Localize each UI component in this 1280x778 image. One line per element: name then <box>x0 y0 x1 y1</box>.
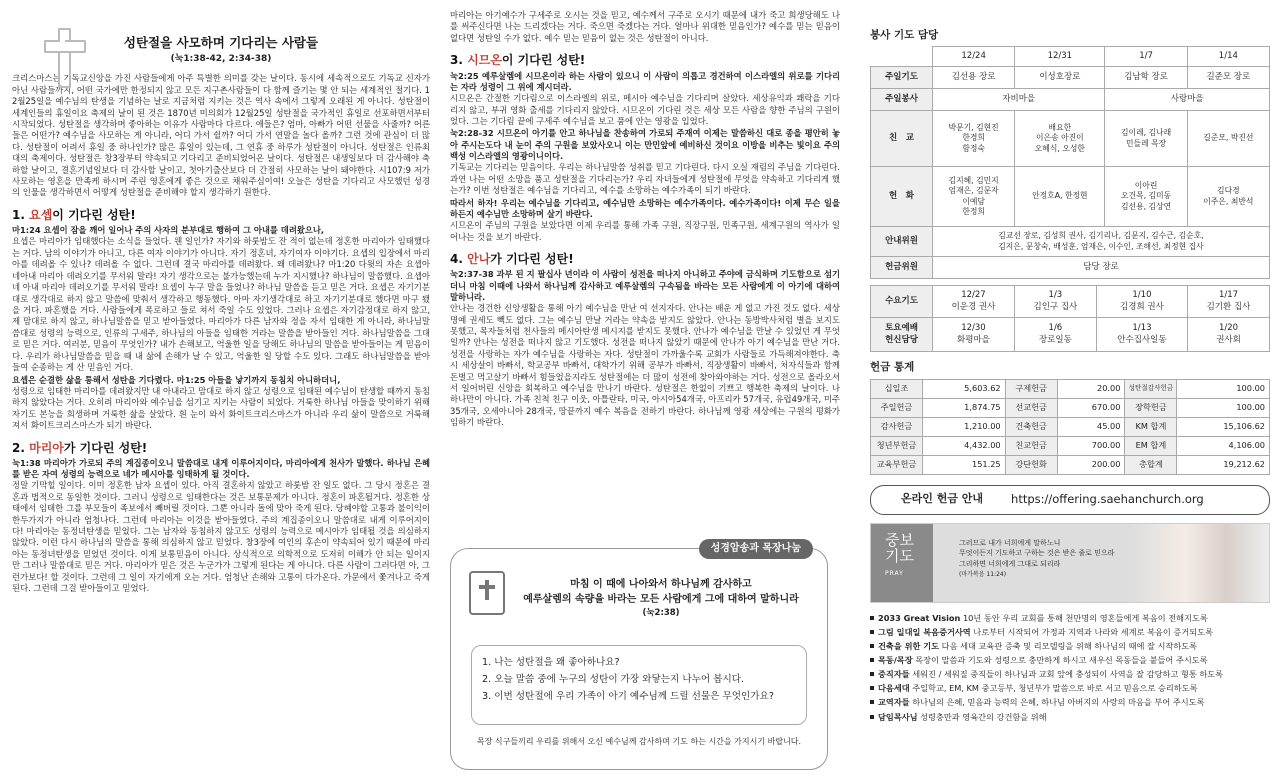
info-column <box>870 0 1270 778</box>
prayer-item: 중직자들 세워진 / 세워질 중직들이 하나님과 교회 앞에 충성되이 사역을 잘 감당하고 형통 하도록 <box>870 669 1270 680</box>
group-prayer-note: 목장 식구들끼리 우리를 위해서 오신 예수님께 감사하며 기도 하는 시간을 가지시기 바랍니다. <box>476 737 802 746</box>
section-3-heading: 3. 시므온이 기다린 성탄! <box>450 53 586 68</box>
sermon-reference: (눅1:38-42, 2:34-38) <box>170 54 272 64</box>
offering-value: 151.25 <box>923 455 1006 474</box>
offering-label: 건축헌금 <box>1005 417 1057 436</box>
section-3-emphasis: 따라서 하자! 우리는 예수님을 기다리고, 예수님만 소망하는 예수가족이다. 예수가족이다! 이제 무슨 일을 하든지 예수님만 소망하며 살기 바란다. <box>450 197 840 219</box>
section-1-body-2: 성령으로 임태한 마리아를 데려왔지만 내 아내라고 맘대로 하지 않고 성령으로 임태된 예수님이 탄생할 때까지 동침하지 않았다는 거다. 오히려 마리아와 예수님을 섬기고 지키는 사람이 되었다. 거룩한 하나님 아들을 맞이하기 위해 자기도 본능을 희생하며 거룩한 삶을 살았다. 흰 눈이 와서 화이트크리스마스가 아니라 우리 삶이 말씀으로 거룩해져서 화이트크리스마스가 되기 바란다. <box>12 385 430 431</box>
row-label: 친 교 <box>871 111 933 167</box>
table-cell: 1/20 권사회 <box>1188 318 1270 352</box>
table-cell: 12/27 이운경 권사 <box>933 286 1015 318</box>
offering-value: 700.00 <box>1057 436 1125 455</box>
table-cell: 이성호장로 <box>1015 67 1105 89</box>
service-title: 봉사 기도 담당 <box>870 29 939 41</box>
section-3-verse: 눅2:25 예루살렘에 시므온이라 하는 사람이 있으니 이 사람이 의롭고 경건하여 이스라엘의 위로를 기다리는 자라 성령이 그 위에 계시더라. <box>450 70 840 92</box>
discussion-questions <box>471 645 807 725</box>
banner-badge: 중보 기도 PRAY <box>871 524 933 602</box>
offering-label: 총합계 <box>1125 455 1177 474</box>
section-1-emphasis: 요셉은 순결한 삶을 통해서 성탄을 기다렸다. 마1:25 아들을 낳기까지 동침치 아니하더니, <box>12 374 341 385</box>
row-label: 안내위원 <box>871 227 933 257</box>
prayer-item: 다음세대 주일학교, EM, KM 중고등부, 청년부가 말씀으로 바로 서고 믿음으로 승리하도록 <box>870 683 1270 694</box>
prayer-list <box>870 613 1270 723</box>
section-2-heading: 2. 마리아가 기다린 성탄! <box>12 440 148 455</box>
offering-value: 1,210.00 <box>923 417 1006 436</box>
offering-label: 성탄절감사헌금 <box>1125 379 1177 398</box>
prayer-item: 건축을 위한 기도 다음 세대 교육관 증축 및 리모델링을 위해 하나님의 때에 잘 시작하도록 <box>870 641 1270 652</box>
section-2-body: 정말 기막힐 일이다. 이미 정혼한 남자 요셉이 있다. 아직 결혼하지 않았고 하룻밤 잔 일도 없다. 그 당시 정혼은 결혼과 법적으로 동일한 것이다. 그러니 성령으로 임태한다는 것은 보통문제가 아니다. 정혼이 파혼될거다. 정혼한 상태에서 임태한 그를 부모들이 족보에서 빼버릴 것이다. 그뿐 아니라 돌에 맞아 죽게 된다. 당혜야할 고통과 불이익이 한두가지가 아니라 엄청나다. 그런데 마리아는 이것을 받아들였다. 주의 계집종이오니 말씀대로 내게 이루어지이다! 마리아는 동정녀탄생을 믿었다. 그는 남자와 동침하지 않고도 성령의 능력으로 메시아가 임태될 것을 의심하지 않았다. 이런 다시 하나님의 말씀을 통해 의심하지 않고 믿었다. 창3장에 여인의 후손이 약속되어 있기 때문에 마리아는 동정녀탄생을 믿었던 것이다. 이게 보통믿음이 아니다. 상식적으로 의학적으로 도저히 이해가 안 되는 일이지만 그러나 말씀대로 믿은 거다. 마리아가 믿은 것은 누군가가 그렇게 된다는 게 아니다. 다른 사람이 그러다면 아, 그런가보다! 할 것이다. 그런데 그 일이 자기에게 오는 거다. 엄청난 손해와 고통이 다가온다. 가문에서 쫓겨나고 죽게 된다. 그런데 그걸 받아들이고 믿었다. <box>12 480 430 594</box>
date-cell: 1/7 <box>1105 47 1187 67</box>
question-2: 2. 오늘 말씀 중에 누구의 성탄이 가장 와닿는지 나누어 봅시다. <box>482 674 745 686</box>
prayer-item: 목동/목장 목장이 말씀과 기도와 성령으로 충만하게 하시고 새우신 목동들을 붙들어 주시도록 <box>870 655 1270 666</box>
section-1-verse: 마1:24 요셉이 잠을 깨어 일어나 주의 사자의 분부대로 행하여 그 아내를 데려왔으나, <box>12 225 325 236</box>
cross-icon <box>42 28 84 84</box>
question-3: 3. 이번 성탄절에 우리 가족이 아기 예수님께 드릴 선물은 무엇인가요? <box>482 691 774 703</box>
offering-title: 헌금 통계 <box>870 361 915 374</box>
table-cell: 김다경 이주은, 최반석 <box>1187 167 1269 227</box>
offering-value: 100.00 <box>1177 398 1270 417</box>
offering-label: 장학헌금 <box>1125 398 1177 417</box>
section-4-heading: 4. 안나가 기다린 성탄! <box>450 251 574 266</box>
table-cell: 배요한 이은송 아진이 오혜식, 오성한 <box>1015 111 1105 167</box>
date-cell: 12/24 <box>933 47 1015 67</box>
memory-verse: 마침 이 때에 나아와서 하나님께 감사하고 예루살렘의 속량을 바라는 모든 사람에게 그에 대하여 말하니라 (눅2:38) <box>523 579 799 618</box>
table-row <box>871 436 1270 455</box>
offering-label: EM 합계 <box>1125 436 1177 455</box>
table-cell: 1/6 장로일동 <box>1014 318 1096 352</box>
offering-value: 200.00 <box>1057 455 1125 474</box>
section-3-verse-2: 눅2:28-32 시므온이 아기를 안고 하나님을 찬송하여 가로되 주재여 이제는 말씀하신 대로 종을 평안히 놓아 주시는도다 내 눈이 주의 구원을 보았사오니 이는 만민앞에 예비하신 것이요 이방을 비추는 빛이요 주의 백성 이스라엘의 영광이니이다. <box>450 128 840 161</box>
prayer-banner <box>870 523 1270 603</box>
row-label: 수요기도 <box>871 286 933 318</box>
section-1-heading: 1. 요셉이 기다린 성탄! <box>12 207 136 222</box>
offering-label: 교육부헌금 <box>871 455 923 474</box>
offering-value: 45.00 <box>1057 417 1125 436</box>
continued-paragraph: 마리아는 아기예수가 구세주로 오시는 것을 믿고, 예수께서 구주로 오시기 때문에 내가 죽고 희생당해도 나를 써주신다면 나는 드리겠다는 거다. 죽으면 죽겠다는 거다. 얼마나 위대한 믿음인가? 예수를 믿는 믿음이 없다면 성탄일 수가 없다. 예수 믿는 믿음이 없는 것은 성탄절이 아니다. <box>450 10 840 43</box>
offering-label: 십일조 <box>871 379 923 398</box>
table-cell: 안정호A, 한정현 <box>1015 167 1105 227</box>
date-cell: 12/31 <box>1015 47 1105 67</box>
table-cell: 이아린 오건목, 김미동 김선용, 김상연 <box>1105 167 1187 227</box>
offering-link[interactable]: https://offering.saehanchurch.org <box>1011 491 1204 506</box>
date-cell: 1/14 <box>1187 47 1269 67</box>
offering-value: 19,212.62 <box>1177 455 1270 474</box>
section-3-body-3: 시므온이 주님의 구원을 보았다면 이제 우리를 통해 가족 구원, 직장구원, 민족구원, 세계구원의 역사가 일어나는 것을 보기 바란다. <box>450 220 840 242</box>
offering-value: 4,432.00 <box>923 436 1006 455</box>
sermon-column-2 <box>450 0 840 778</box>
offering-value: 20.00 <box>1057 379 1125 398</box>
offering-label: 감사헌금 <box>871 417 923 436</box>
section-4-body: 안나는 경건한 신앙생활을 통해 아기 예수님을 만난 여 선지자다. 안나는 배운 게 없고 가진 것도 없다. 세상명예 권세도 빽도 없다. 그는 예수님 만날 거라는 약속을 받지도 않았다. 안나는 동방박사처럼 별을 보지도 못했고, 목자들처럼 천사들의 메시아탄생 메시지를 받지도 못했다. 안나가 예수님을 만날 수 있었던 게 무엇일까? 안나는 성전을 떠나지 않고 기도했다. 성전을 떠나지 않았기 때문에 안나가 아기 예수님을 만난 거다. 성전을 사랑하는 자가 예수님을 사랑하는 자다. 성탄절이 가까울수록 교회가 사람들로 가득해져야한다. 축시 세상살이 바빠서, 학교공부 바빠서, 대학가기 위해 공부가 바빠서, 직장생활이 바빠서, 처자식들과 함께 돈벌고 먹고살기 바빠서 힘들었을지라도 성탄절에는 더 많이 성전에 찾아와야하는 거다. 성전으로 올라오셔서 일어버린 신앙을 회복하고 예수님을 만나기 바란다. 성탄절은 한없이 기쁘고 행복한 축제의 날이다. 나 하나만이 아니다. 가족 친척 친구 이웃, 아틀란타, 미국, 아시아54개국, 아프리카 57개국, 유럽49개국, 미주35개국, 오세아니아 28개국, 땅끝까지 예수 복음을 전하기 바란다. 하나님께 영광 세상에는 구원의 평화가 임하기 바란다. <box>450 303 840 428</box>
offering-table <box>870 379 1270 475</box>
offering-value: 1,874.75 <box>923 398 1006 417</box>
prayer-item: 2033 Great Vision 10년 동안 우리 교회를 통해 천만명의 영혼들에게 복음이 전해지도록 <box>870 613 1270 624</box>
table-cell: 담당 장로 <box>933 257 1270 279</box>
prayer-item: 그림 일대일 복음증거사역 나로부터 시작되어 가정과 지역과 나라와 세계로 복음이 증거되도록 <box>870 627 1270 638</box>
bible-icon <box>469 571 505 615</box>
section-2-verse: 눅1:38 마리아가 가로되 주의 계집종이오니 말씀대로 내게 이루어지이다, 마리아에게 천사가 말했다. 하나님 은혜를 받은 자여 성령의 능력으로 네가 메시아를 잉태하게 될 것이다. <box>12 457 430 480</box>
offering-label: 청년부헌금 <box>871 436 923 455</box>
table-cell: 1/13 안수집사일동 <box>1096 318 1187 352</box>
row-label: 헌금위원 <box>871 257 933 279</box>
offering-label: 강단헌화 <box>1005 455 1057 474</box>
table-cell: 김선용 장로 <box>933 67 1015 89</box>
table-cell: 1/17 김기환 집사 <box>1188 286 1270 318</box>
memory-verse-box <box>450 543 828 770</box>
table-cell: 김이레, 김나래 민들레 목장 <box>1105 111 1187 167</box>
table-cell: 12/30 화평마을 <box>933 318 1015 352</box>
sermon-title: 성탄절을 사모하며 기다리는 사람들 <box>123 35 319 50</box>
section-1-body: 요셉은 마리아가 임태했다는 소식을 들었다. 웬 일인가? 자기와 하룻밤도 잔 적이 없는데 정혼한 마리아가 임태했다는 거다. 남의 이야기가 아니고, 다른 여자 이야기가 아니다. 자기 정혼녀, 자기여자 이야기다. 요셉의 입장에서 마리아를 데려올 수 있나? 데려올 수 없다. 그런데 결국 마리아를 데려왔다. 왜 데려왔나? 마1:20 다윗의 자손 요셉아 네아내 마리아 데려오기를 무서워 말라! 자기 생각으로는 불가능했는데 누가 지시했나? 하나님이 말씀했다. 요셉아 네 아내 마리아 데려오기를 무서워 말라! 요셉이 누구 말을 들었나? 하나님 말씀을 듣고 믿은 거다. 요셉은 자기기분대로 생각대로 하지 않고 말씀에 맞춰서 생각하고 행동했다. 아마 자기생각대로 하고 자기기분대로 했다면 마구 됐을 거다. 파혼했을 거다. 사람들에게 폭로하고 들로 쳐서 죽일 수도 있었다. 그러나 요셉은 자기감정대로 하지 않고, 제 맘대로 하지 않고, 하나님말씀을 믿고 받아들였다. 마리아가 다른 남자와 정을 자서 임태한 게 아니라, 하나님말씀대로 성령의 능력으로, 인류의 구세주, 하나님의 아들을 임태한 거라는 말씀을 받아들인 거다. 하나님말씀을 그대로 믿은 거다. 여러분, 믿음이 무엇인가? 내가 손해보고, 억울한 일을 당해도 하나님의 말씀을 받아들이는 게 믿음이다. 우리가 하나님말씀을 믿을 때 내 삶에 손해가 날 수 있고, 억울한 일 당할 수도 있다. 그래도 하나님말씀을 받아들여 순종하는 게 산 믿음인 거다. <box>12 236 430 373</box>
offering-label: 친교헌금 <box>1005 436 1057 455</box>
table-cell: 김교선 장로, 김성희 권사, 김기리나, 김문지, 김수근, 김순호, 김지은, 문창숙, 배성훈, 엄재은, 이수인, 조해선, 최정현 집사 <box>933 227 1270 257</box>
row-label: 주일기도 <box>871 67 933 89</box>
prayer-item: 교역자들 하나님의 은혜, 믿음과 능력의 은혜, 하나님 아버지의 사랑의 마음을 부어 주시도록 <box>870 697 1270 708</box>
table-cell: 사랑마을 <box>1105 89 1270 111</box>
section-3-body-2: 기독교는 기다리는 믿음이다. 우리는 하나님말씀 성취를 믿고 기다린다. 다시 오실 재림의 주님을 기다린다. 과연 나는 어떤 소망을 품고 성탄절을 기다리는가? 우리 자녀들에게 성탄절에 무엇을 약속하고 기다리게 했는가? 이번 성탄절은 예수님을 기다리고, 예수를 소망하는 예수가족이 되기 바란다. <box>450 162 840 196</box>
table-cell: 길준모 장로 <box>1187 67 1269 89</box>
banner-verse: 그러므로 내가 너희에게 말하노니 무엇이든지 기도하고 구하는 것은 받은 줄로 믿으라 그리하면 너희에게 그대로 되리라 (마가복음 11:24) <box>959 538 1115 579</box>
table-row <box>871 417 1270 436</box>
table-cell: 길준모, 박진선 <box>1187 111 1269 167</box>
question-1: 1. 나는 성탄절을 왜 좋아하나요? <box>482 657 620 668</box>
intro-paragraph: 크리스마스는 기독교신앙을 가진 사람들에게 아주 특별한 의미를 갖는 날이다. 동시에 세속적으로도 기독교 신자가 아닌 사람들까지, 어떤 국가에만 한정되지 않고 모든 지구촌사람들이 다 함께 즐기는 몇 안 되는 세계적인 절기다. 12월25일을 예수님의 탄생을 기념하는 날로 지금처럼 지키는 것은 역사 속에서 그렇게 오래된 게 아니다. 성탄절이 세계인들의 휴일이요 축제의 날이 된 것은 1870년 미의회가 12월25일 성탄절을 국가적인 휴일로 선포하면서부터 시작되었다. 성탄절을 생각하며 좋아하는 이유가 사람마다 다르다. 애들은? 엄마, 아빠가 어떤 선물을 사줄까? 어른들은 어떤가? 예수님을 사모하는 게 아니라, 어디 가서 쉴까? 어디 가서 연말을 놀다 올까? 그런 것에 관심이 더 많다. 성탄절이 어려서 휴일 중 하나인가? 많은 휴일이 있는데, 그 연휴 중 하루가 성탄절이 아니다. 성탄절은 인류최대의 축제이다. 성탄절은 창3장부터 약속되고 기다리고 준비되었어온 날이다. 성탄절은 내생일보다 더 감사해야 축하할 날이고, 결혼기념일보다 더 감사할 날이고, 첫아기출산보다 더 간절히 사모하는 날이 돼야한다. 시107:9 저가 사모하는 영혼을 만족케 하시며 주린 영혼에게 좋은 것으로 채워주심이여! 오늘은 성탄을 기다리고 사모했던 성경의 인물을 생각하면서 어떻게 성탄절을 준비해야 할지 생각하기 원한다. <box>12 73 430 198</box>
table-cell: 김남학 장로 <box>1105 67 1187 89</box>
table-cell: 1/3 김인구 집사 <box>1014 286 1096 318</box>
offering-label: KM 합계 <box>1125 417 1177 436</box>
table-cell: 김지혜, 김민지 엄재은, 김문자 이예담 한정희 <box>933 167 1015 227</box>
offering-value: 100.00 <box>1177 379 1270 398</box>
table-cell: 1/10 김경희 권사 <box>1096 286 1187 318</box>
offering-label: 구제헌금 <box>1005 379 1057 398</box>
online-label: 온라인 헌금 안내 <box>901 492 984 506</box>
service-table <box>870 46 1270 279</box>
sermon-column-1 <box>12 0 430 778</box>
table-cell: 자비마을 <box>933 89 1105 111</box>
offering-label: 주일헌금 <box>871 398 923 417</box>
offering-value: 15,106.62 <box>1177 417 1270 436</box>
table-row <box>871 379 1270 398</box>
prayer-item: 담임목사님 성령충만과 영육간의 강건함을 위해 <box>870 712 1270 723</box>
weekday-service-table <box>870 285 1270 352</box>
praying-hands-image <box>1129 524 1269 602</box>
table-row <box>871 455 1270 474</box>
offering-value: 670.00 <box>1057 398 1125 417</box>
offering-value: 5,603.62 <box>923 379 1006 398</box>
section-3-body: 시므온은 간절한 기다림으로 이스라엘의 위로, 메시아 예수님을 기다리며 살았다. 세상유익과 쾌락을 기다리지 않고, 부귀 영화 출세를 기다리지 않았다. 시므온이 기다린 것은 세상 모든 사람을 향한 주님의 구원이었다. 그는 기다림 끝에 구세주 예수님을 보고 품에 안는 영광을 입었다. <box>450 93 840 126</box>
table-cell: 박문기, 김현진 한경희 함정숙 <box>933 111 1015 167</box>
table-row <box>871 398 1270 417</box>
row-label: 헌 화 <box>871 167 933 227</box>
memory-verse-tag: 성경암송과 목장나눔 <box>699 539 813 559</box>
online-offering[interactable] <box>870 485 1270 515</box>
offering-value: 4,106.00 <box>1177 436 1270 455</box>
section-4-verse: 눅2:37-38 과부 된 지 팔십사 년이라 이 사람이 성전을 떠나지 아니하고 주야에 금식하며 기도함으로 섬기더니 마침 이때에 나와서 하나님께 감사하고 예루살렘의 구속됨을 바라는 모든 사람에게 이 아기에 대하여 말하니라. <box>450 269 840 302</box>
row-label: 주일봉사 <box>871 89 933 111</box>
offering-label: 선교헌금 <box>1005 398 1057 417</box>
row-label: 토요예배 헌신담당 <box>871 318 933 352</box>
